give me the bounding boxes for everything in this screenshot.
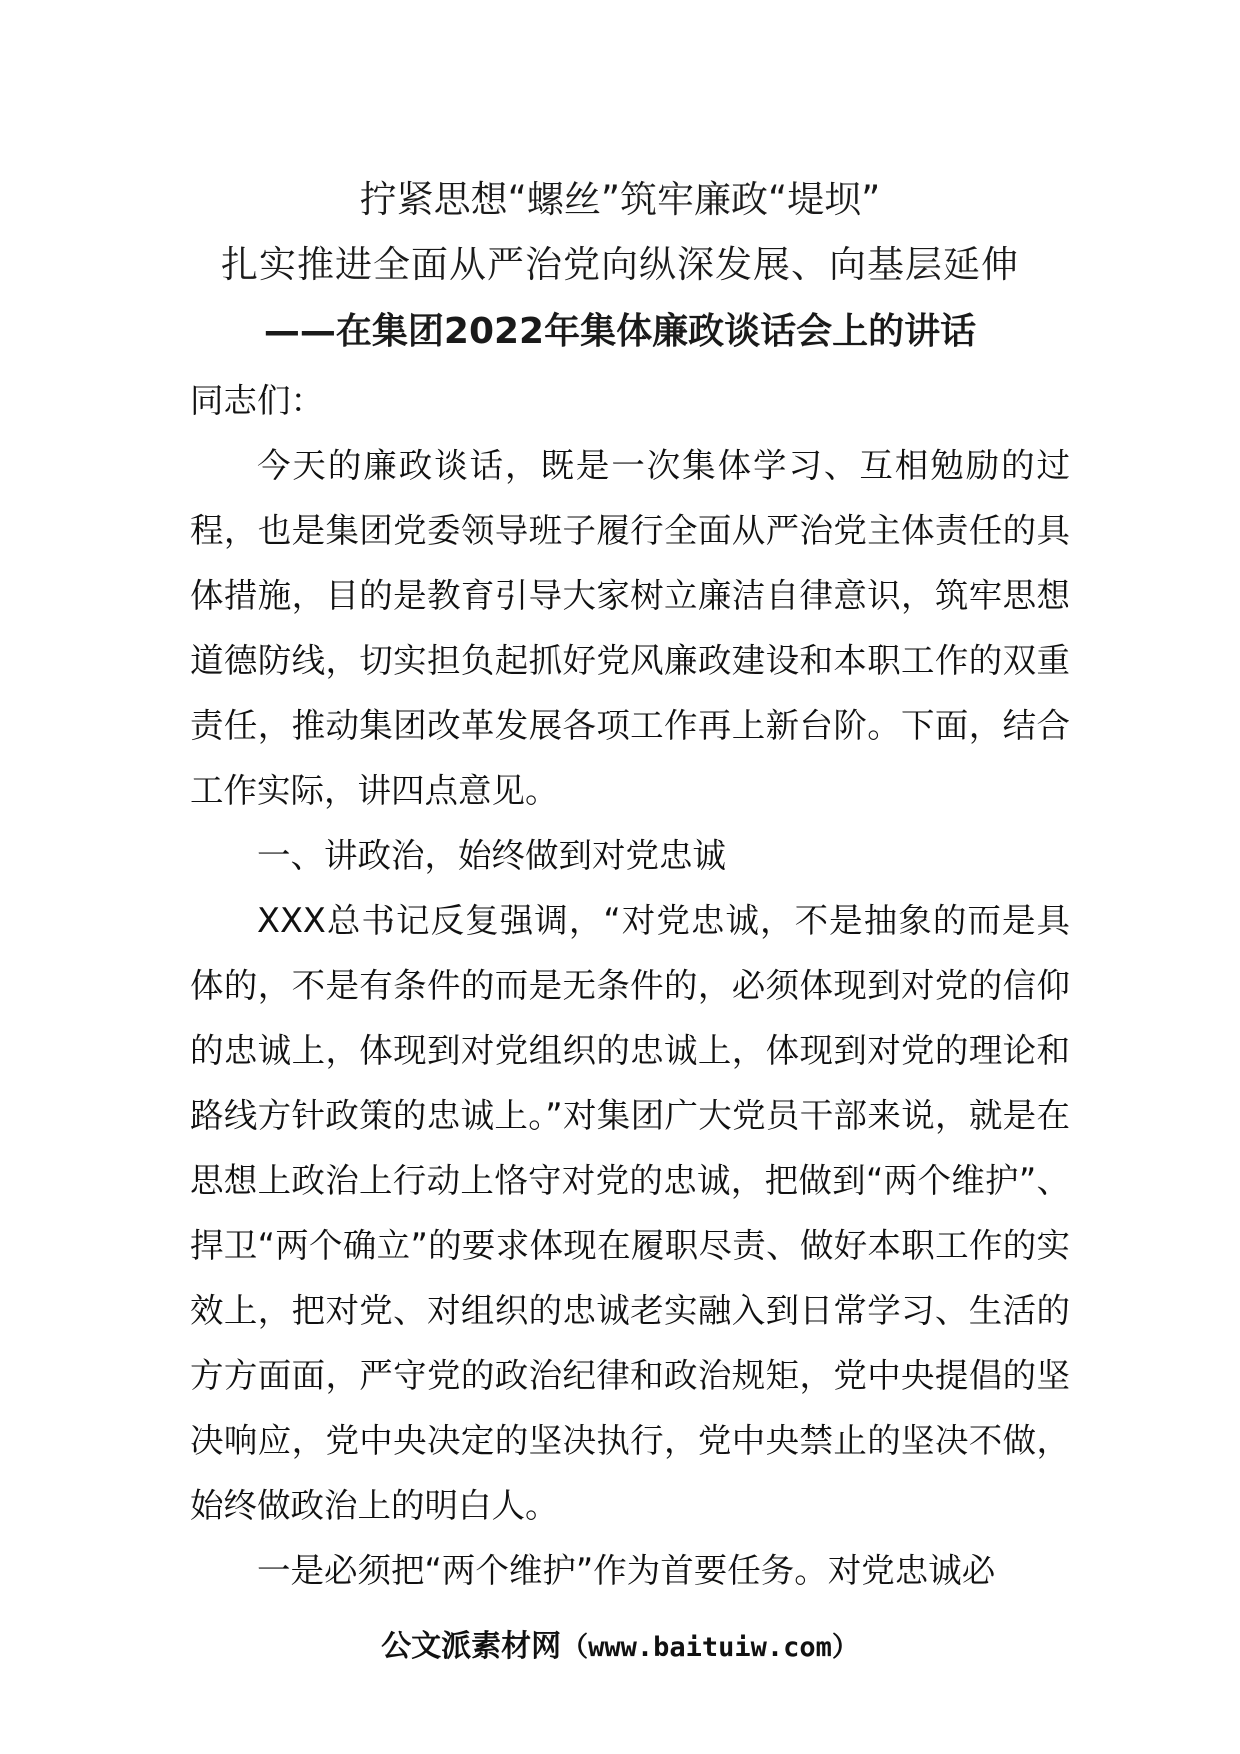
paragraph-intro: 今天的廉政谈话，既是一次集体学习、互相勉励的过程，也是集团党委领导班子履行全面从严治党主体责任的具体措施，目的是教育引导大家树立廉洁自律意识，筑牢思想道德防线，切实担负起抓好党风廉政建设和本职工作的双重责任，推动集团改革发展各项工作再上新台阶。下面，结合工作实际，讲四点意见。 — [190, 446, 1070, 810]
footer-url[interactable]: （www.baituiw.com） — [561, 1632, 859, 1663]
salutation: 同志们： — [190, 381, 324, 420]
document-title-line2: 扎实推进全面从严治党向纵深发展、向基层延伸 — [221, 243, 1019, 286]
document-subtitle: ——在集团2022年集体廉政谈话会上的讲话 — [263, 311, 977, 352]
document-title-line1: 拧紧思想“螺丝”筑牢廉政“堤坝” — [359, 178, 881, 221]
paragraph-two-safeguards: 一是必须把“两个维护”作为首要任务。对党忠诚必 — [257, 1551, 996, 1590]
document-body — [190, 368, 1070, 1603]
section-heading-1: 一、讲政治，始终做到对党忠诚 — [257, 836, 726, 875]
footer-watermark — [0, 1621, 1240, 1665]
footer-site-name: 公文派素材网 — [381, 1629, 562, 1664]
paragraph-loyalty: XXX总书记反复强调，“对党忠诚，不是抽象的而是具体的，不是有条件的而是无条件的，必须体现到对党的信仰的忠诚上，体现到对党组织的忠诚上，体现到对党的理论和路线方针政策的忠诚上。”对集团广大党员干部来说，就是在思想上政治上行动上恪守对党的忠诚，把做到“两个维护”、捍卫“两个确立”的要求体现在履职尽责、做好本职工作的实效上，把对党、对组织的忠诚老实融入到日常学习、生活的方方面面，严守党的政治纪律和政治规矩，党中央提倡的坚决响应，党中央决定的坚决执行，党中央禁止的坚决不做，始终做政治上的明白人。 — [190, 901, 1070, 1525]
